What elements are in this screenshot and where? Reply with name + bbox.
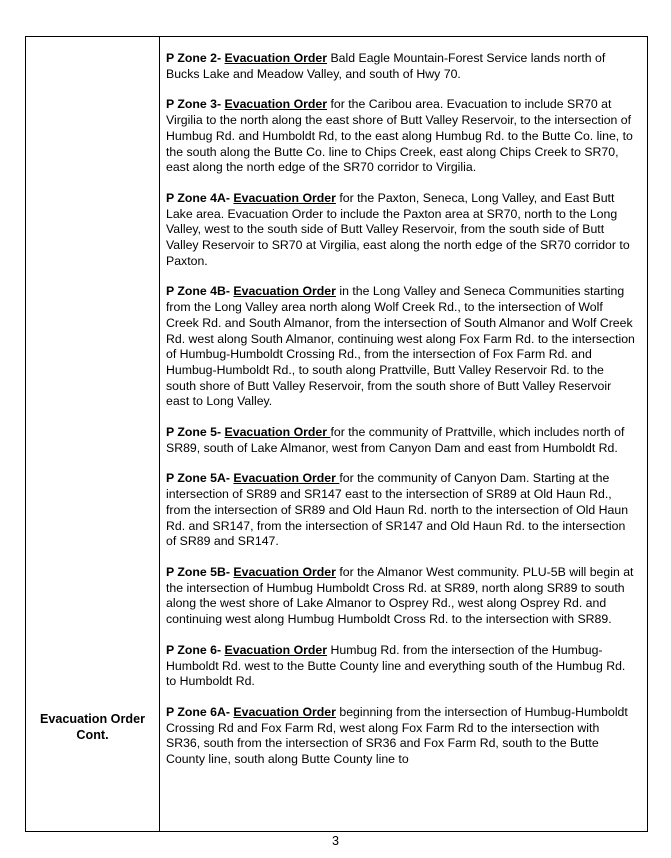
zone-paragraph <box>166 565 636 628</box>
zone-paragraph <box>166 97 636 176</box>
zone-description: Bald Eagle Mountain-Forest Service lands north of Bucks Lake and Meadow Valley, and south of Hwy 70. <box>166 51 606 81</box>
zone-description: beginning from the intersection of Humbug-Humboldt Crossing Rd and Fox Farm Rd, west along Fox Farm Rd to the intersection with SR36, south from the intersection of SR36 and Fox Farm Rd, south to the Butte County line, south along Butte County line to <box>166 704 628 767</box>
evacuation-order-label: Evacuation Order <box>233 284 336 299</box>
evacuation-table <box>25 36 648 832</box>
page-number: 3 <box>331 834 339 848</box>
section-label-line1: Evacuation Order <box>40 712 145 726</box>
zone-title: P Zone 5- <box>166 425 225 440</box>
zone-title: P Zone 2- <box>166 51 225 65</box>
section-label-line2: Cont. <box>76 728 109 742</box>
zone-paragraph <box>166 471 636 550</box>
zone-paragraph <box>166 51 636 82</box>
zone-title: P Zone 6A- <box>166 704 234 719</box>
zone-description: for the community of Canyon Dam. Starting at the intersection of SR89 and SR147 east to the intersection of SR89 at Old Haun Rd., from the intersection of SR89 and Old Haun Rd. north to the intersection of Old Haun Rd. and SR147, from the intersection of SR147 and Old Haun Rd. to the intersection of SR89 and SR147. <box>166 471 629 549</box>
zone-description: for the community of Prattville, which includes north of SR89, south of Lake Almanor, west from Canyon Dam and east from Humboldt Rd. <box>166 425 625 455</box>
zone-title: P Zone 5A- <box>166 471 234 486</box>
zone-description: for the Caribou area. Evacuation to include SR70 at Virgilia to the north along the east shore of Butt Valley Reservoir, to the intersection of Humbug Rd. and Humboldt Rd, to the east along Humbug Rd. to the Butte Co. line, to the south along the Butte Co. line to Chips Creek, east along Chips Creek to SR70, east along the north edge of the SR70 corridor to Virgilia. <box>166 97 633 175</box>
evacuation-order-label: Evacuation Order <box>224 97 328 112</box>
zone-title: P Zone 4B- <box>166 284 234 299</box>
zone-description: for the Almanor West community. PLU-5B will begin at the intersection of Humbug Humboldt Cross Rd. at SR89, north along SR89 to south along the west shore of Lake Almanor to Osprey Rd., west along Osprey Rd. and continuing west along Humbug Humboldt Cross Rd. to the intersection with SR89. <box>166 564 634 627</box>
evacuation-order-label: Evacuation Order <box>224 642 328 657</box>
evacuation-order-label: Evacuation Order <box>233 190 336 205</box>
zone-description: for the Paxton, Seneca, Long Valley, and East Butt Lake area. Evacuation Order to include the Paxton area at SR70, north to the Long Valley, west to the south side of Butt Valley Reservoir, from the south side of Butt Valley Reservoir to SR70 at Virgilia, east along the north edge of the SR70 corridor to Paxton. <box>166 190 630 268</box>
zone-paragraph <box>166 191 636 270</box>
evacuation-order-label: Evacuation Order <box>224 51 328 65</box>
zone-title: P Zone 5B- <box>166 564 234 579</box>
section-label <box>26 711 159 743</box>
zone-paragraph <box>166 643 636 690</box>
evacuation-order-label: Evacuation Order <box>233 564 336 579</box>
zone-paragraph <box>166 705 636 768</box>
zone-list <box>166 51 636 783</box>
column-divider <box>159 37 160 831</box>
zone-title: P Zone 6- <box>166 642 225 657</box>
evacuation-order-label: Evacuation Order <box>224 425 331 440</box>
evacuation-order-label: Evacuation Order <box>233 471 340 486</box>
zone-title: P Zone 4A- <box>166 190 234 205</box>
zone-paragraph <box>166 284 636 410</box>
zone-description: Humbug Rd. from the intersection of the Humbug-Humboldt Rd. west to the Butte County line and everything south of the Humbug Rd. to Humboldt Rd. <box>166 642 626 689</box>
zone-description: in the Long Valley and Seneca Communities starting from the Long Valley area north along Wolf Creek Rd., to the intersection of Wolf Creek Rd. and South Almanor, from the intersection of South Almanor and Wolf Creek Rd. west along South Almanor, continuing west along Fox Farm Rd. to the intersection of Humbug-Humboldt Crossing Rd., from the intersection of Fox Farm Rd. and Humbug-Humboldt Rd., to south along Prattville, Butt Valley Reservoir Rd. to the south shore of Butt Valley Reservoir, from the south shore of Butt Valley Reservoir east to Long Valley. <box>166 284 635 409</box>
evacuation-order-label: Evacuation Order <box>233 704 336 719</box>
zone-paragraph <box>166 425 636 456</box>
zone-title: P Zone 3- <box>166 97 225 112</box>
